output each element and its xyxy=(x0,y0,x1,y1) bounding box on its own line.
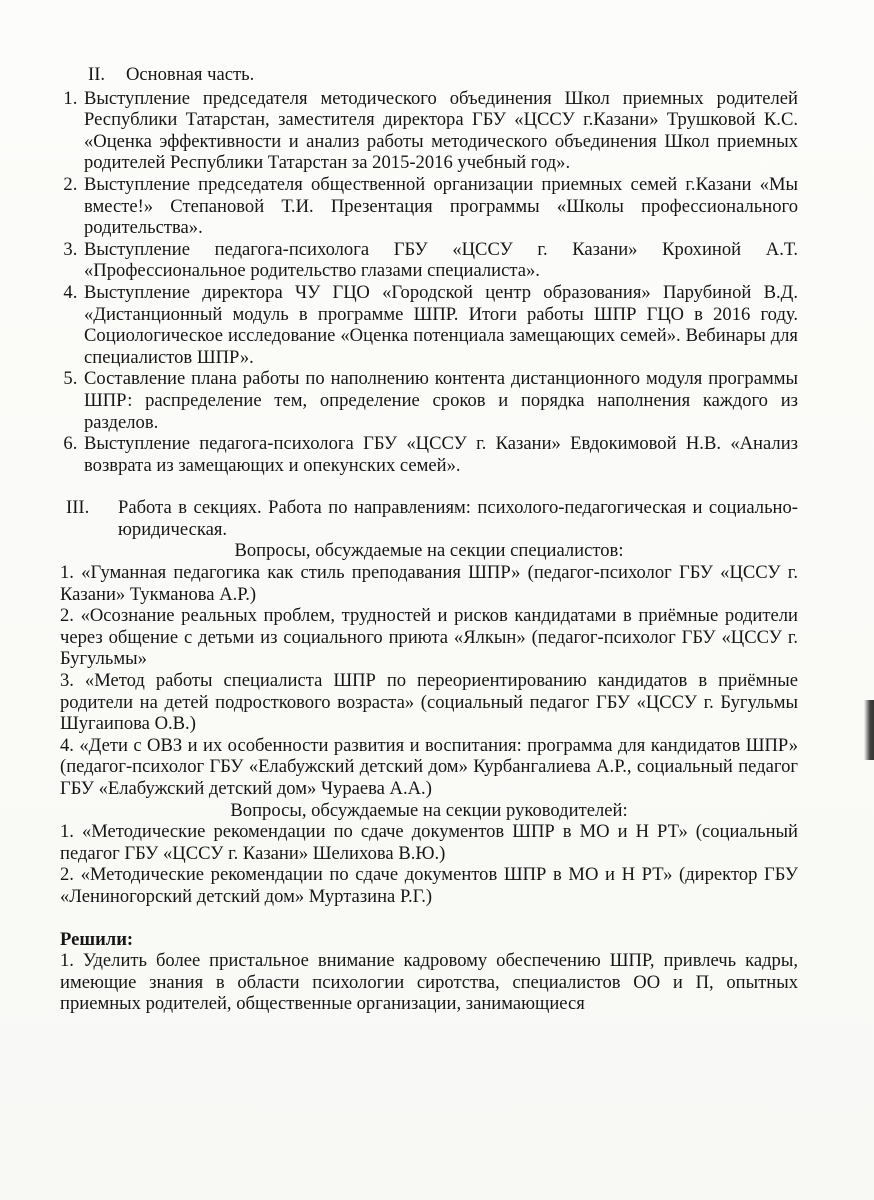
document-body xyxy=(60,64,798,1015)
section-2-heading xyxy=(88,64,798,86)
list-item: 4. Выступление директора ЧУ ГЦО «Городской центр образования» Парубиной В.Д. «Дистанционный модуль в программе ШПР. Итоги работы ШПР ГЦО в 2016 году. Социологическое исследование «Оценка потенциала замещающих семей». Вебинары для специалистов ШПР». xyxy=(82,282,798,368)
section-2-title: Основная часть. xyxy=(126,64,255,85)
leaders-heading: Вопросы, обсуждаемые на секции руководителей: xyxy=(230,799,628,821)
specialists-item: 1. «Гуманная педагогика как стиль преподавания ШПР» (педагог-психолог ГБУ «ЦССУ г. Казани» Тукманова А.Р.) xyxy=(60,562,798,605)
scan-edge-mark xyxy=(864,700,874,760)
specialists-heading: Вопросы, обсуждаемые на секции специалистов: xyxy=(234,540,624,562)
leaders-item: 2. «Методические рекомендации по сдаче документов ШПР в МО и Н РТ» (директор ГБУ «Лениногорский детский дом» Муртазина Р.Г.) xyxy=(60,864,798,907)
specialists-item: 3. «Метод работы специалиста ШПР по переориентированию кандидатов в приёмные родители на детей подросткового возраста» (социальный педагог ГБУ «ЦССУ г. Бугульмы Шугаипова О.В.) xyxy=(60,670,798,735)
section-3-title: Работа в секциях. Работа по направлениям: психолого-педагогическая и социально-юридическая. xyxy=(118,497,798,540)
list-item: 3. Выступление педагога-психолога ГБУ «ЦССУ г. Казани» Крохиной А.Т. «Профессиональное родительство глазами специалиста». xyxy=(82,239,798,282)
section-2-list xyxy=(60,88,798,477)
specialists-item: 4. «Дети с ОВЗ и их особенности развития и воспитания: программа для кандидатов ШПР» (педагог-психолог ГБУ «Елабужский детский дом» Курбангалиева А.Р., социальный педагог ГБУ «Елабужский детский дом» Чураева А.А.) xyxy=(60,734,798,799)
leaders-item: 1. «Методические рекомендации по сдаче документов ШПР в МО и Н РТ» (социальный педагог ГБУ «ЦССУ г. Казани» Шелихова В.Ю.) xyxy=(60,821,798,864)
decision-item: 1. Уделить более пристальное внимание кадровому обеспечению ШПР, привлечь кадры, имеющие знания в области психологии сиротства, специалистов ОО и П, опытных приемных родителей, общественные организации, занимающиеся xyxy=(60,950,798,1015)
specialists-item: 2. «Осознание реальных проблем, трудностей и рисков кандидатами в приёмные родители через общение с детьми из социального приюта «Ялкын» (педагог-психолог ГБУ «ЦССУ г. Бугульмы» xyxy=(60,605,798,670)
list-item: 1. Выступление председателя методического объединения Школ приемных родителей Республики Татарстан, заместителя директора ГБУ «ЦССУ г.Казани» Трушковой К.С. «Оценка эффективности и анализ работы методического объединения Школ приемных родителей Республики Татарстан за 2015-2016 учебный год». xyxy=(82,88,798,174)
section-2-numeral: II. xyxy=(88,64,106,85)
list-item: 6. Выступление педагога-психолога ГБУ «ЦССУ г. Казани» Евдокимовой Н.В. «Анализ возврата из замещающих и опекунских семей». xyxy=(82,433,798,476)
section-3-heading xyxy=(60,497,798,540)
decisions-heading: Решили: xyxy=(60,928,134,950)
list-item: 2. Выступление председателя общественной организации приемных семей г.Казани «Мы вместе!» Степановой Т.И. Презентация программы «Школы профессионального родительства». xyxy=(82,174,798,239)
list-item: 5. Составление плана работы по наполнению контента дистанционного модуля программы ШПР: распределение тем, определение сроков и порядка наполнения каждого из разделов. xyxy=(82,368,798,433)
section-3-numeral: III. xyxy=(66,497,90,519)
